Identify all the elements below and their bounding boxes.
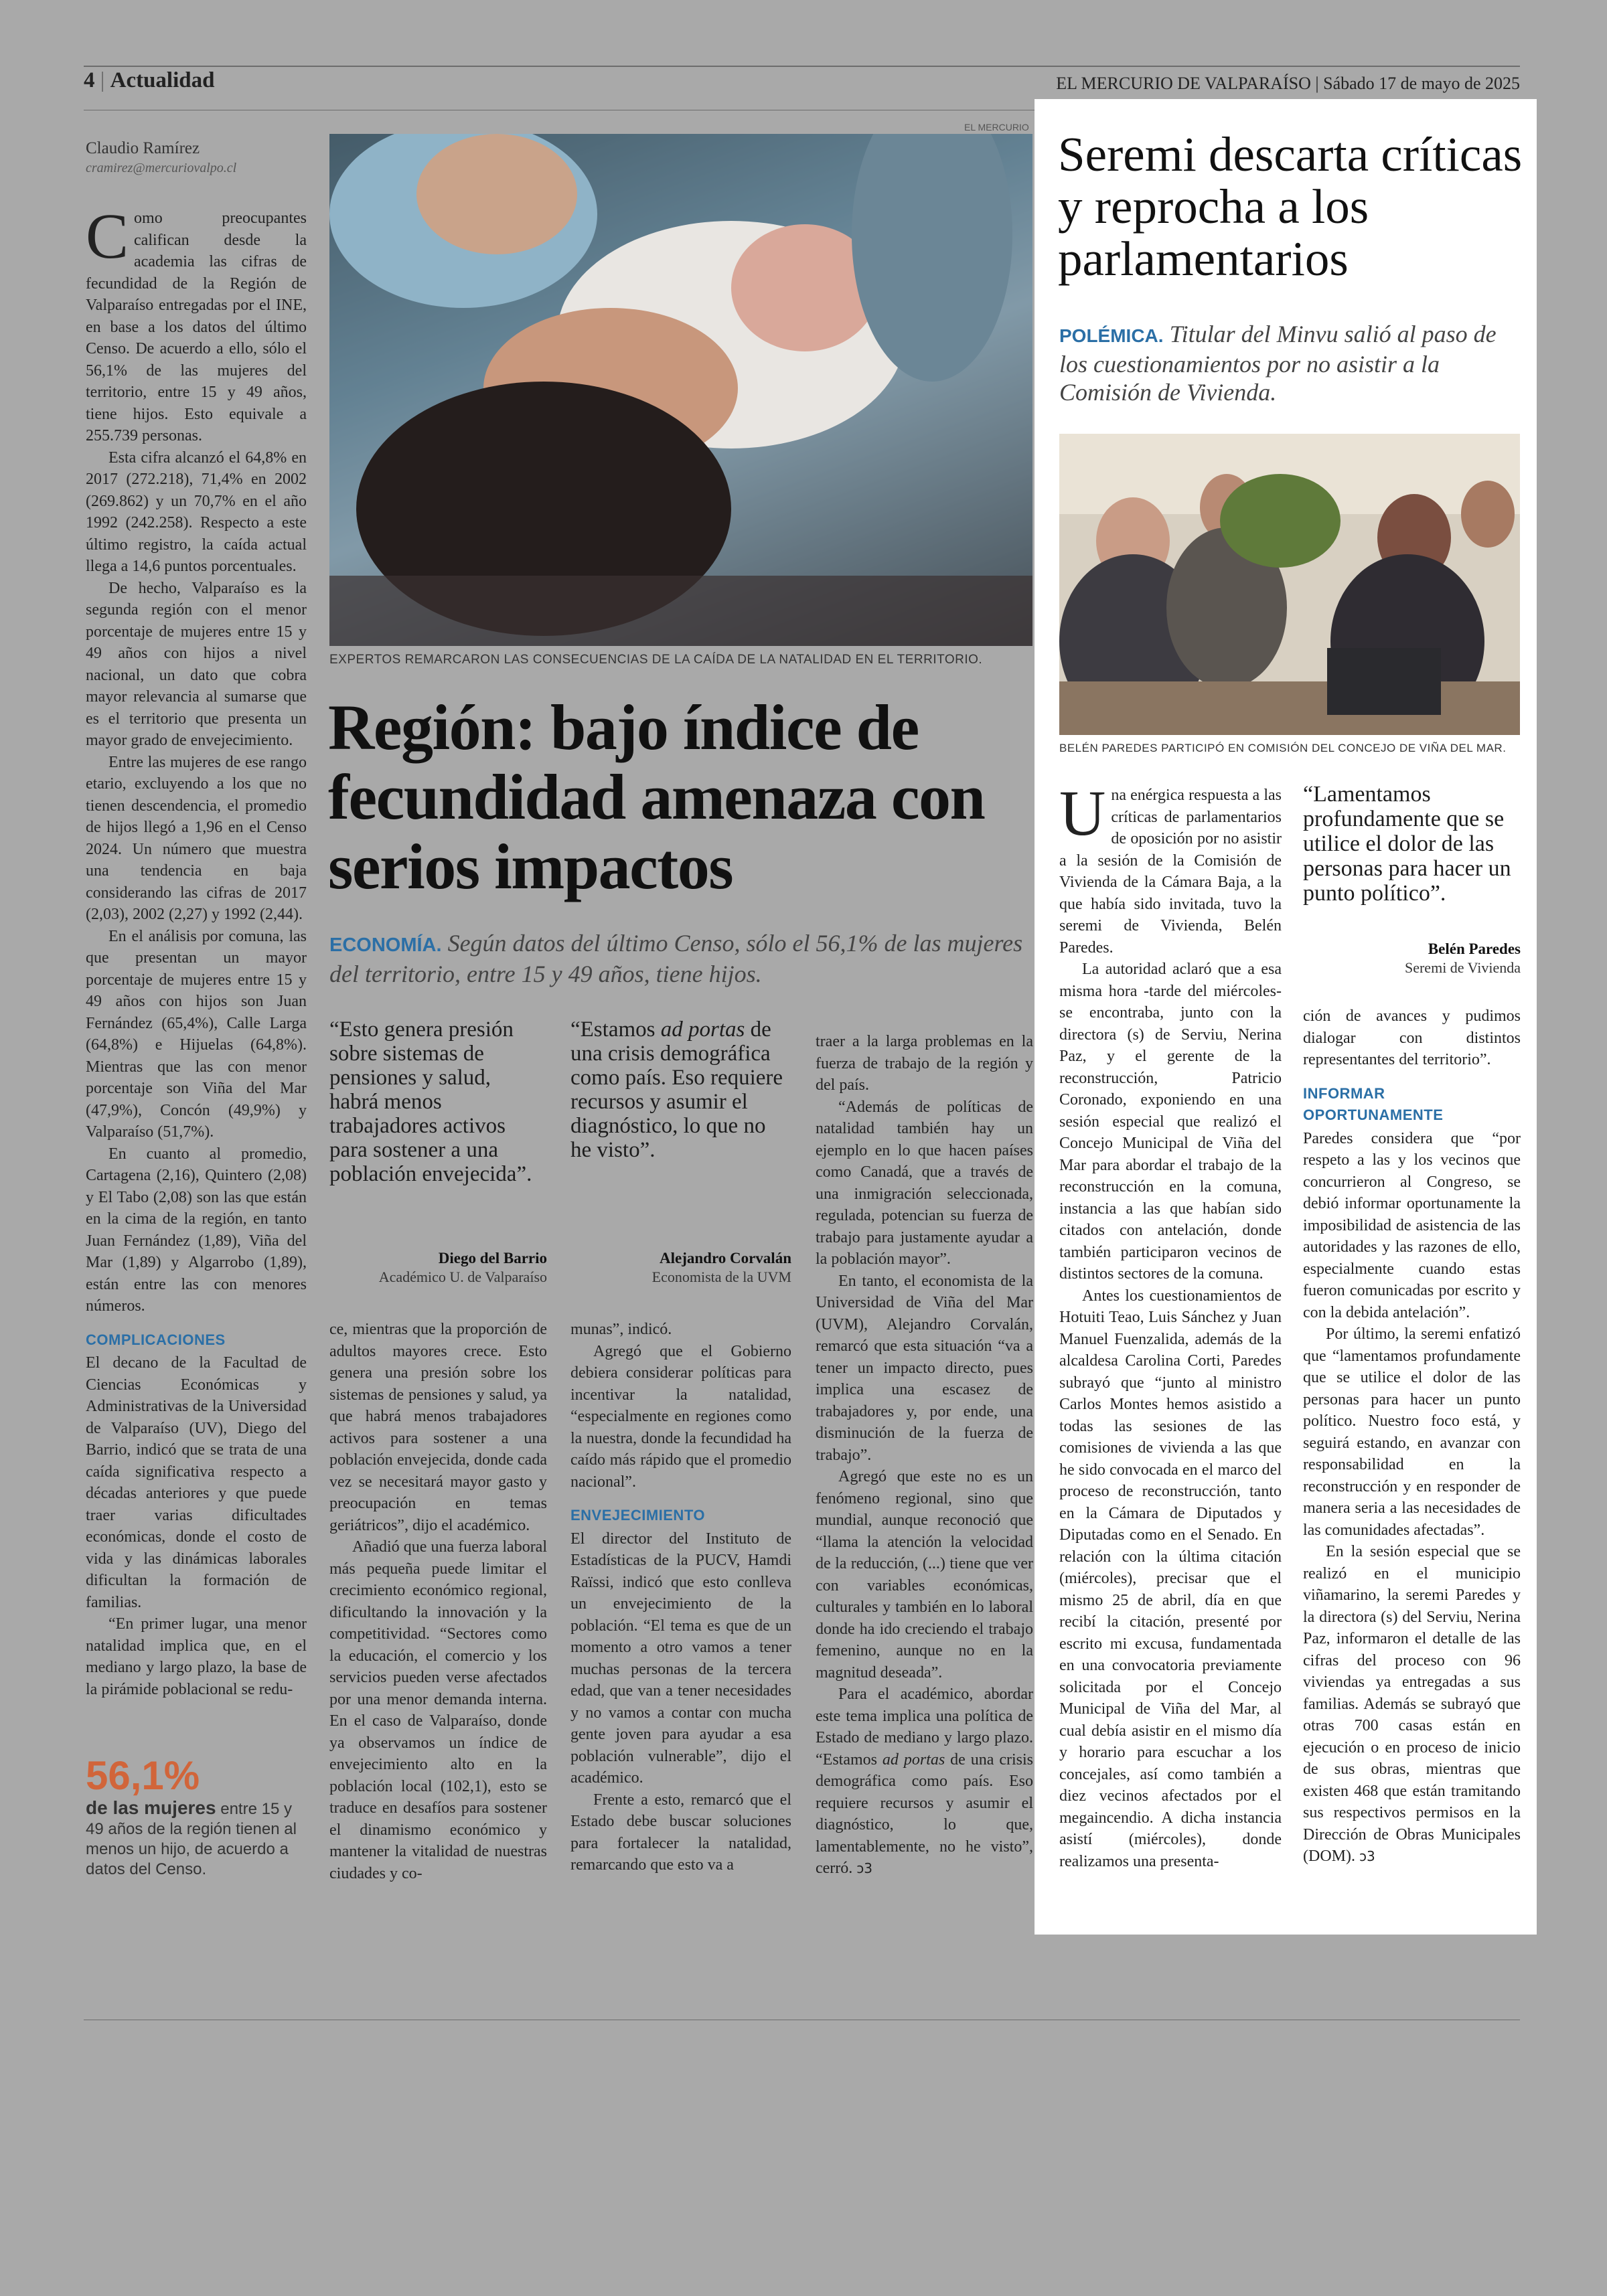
side-photo (1059, 434, 1520, 735)
subhead-complicaciones: COMPLICACIONES (86, 1331, 226, 1348)
main-col4-p3: En tanto, el economista de la Universidad de Viña del Mar (UVM), Alejandro Corvalán, remarcó que esta situación “va a tener un impacto directo, pues implica una escasez de trabajadores y, por ende, una disminución de la fuerza de trabajo”. (816, 1272, 1033, 1464)
side-col2-p3: Por último, la seremi enfatizó que “lamentamos profundamente que se utilice el dolor de las personas para hacer un punto político. Nuestro foco está, y seguirá estando, en avanzar con responsabilidad en la reconstrucción y en responder de manera seria a las necesidades de las comunidades afectadas”. (1303, 1325, 1521, 1539)
stat-label-rest: entre 15 y 49 años de la región tienen al menos un hijo, de acuerdo a datos del Censo. (86, 1800, 297, 1878)
side-kicker: POLÉMICA. (1059, 325, 1164, 346)
issue-date: Sábado 17 de mayo de 2025 (1323, 74, 1520, 93)
main-column-4 (816, 1031, 1033, 1880)
main-col2-p2: Añadió que una fuerza laboral más pequeña puede limitar el crecimiento económico regional, dificultando la innovación y la competitividad. “Sectores como la educación, el comercio y los servicios pueden verse afectados por una menor demanda interna. En el caso de Valparaíso, donde ya observamos un índice de envejecimiento alto en la población local (102,1), esto se traduce en desafíos para sostener el dinamismo económico y mantener la vitalidad de nuestras ciudades y co- (329, 1538, 547, 1882)
quote1-name: Diego del Barrio (438, 1250, 547, 1266)
quote1-role: Académico U. de Valparaíso (378, 1268, 547, 1285)
quote3-role: Seremi de Vivienda (1404, 959, 1521, 976)
main-photo-caption: EXPERTOS REMARCARON LAS CONSECUENCIAS DE LA CAÍDA DE LA NATALIDAD EN EL TERRITORIO. (329, 653, 983, 667)
quote2-role: Economista de la UVM (652, 1268, 791, 1285)
side-photo-caption: BELÉN PAREDES PARTICIPÓ EN COMISIÓN DEL CONCEJO DE VIÑA DEL MAR. (1059, 742, 1507, 754)
quote-paredes: “Lamentamos profundamente que se utilice el dolor de las personas para hacer un punto político”. (1303, 782, 1511, 906)
side-column-2 (1303, 1005, 1521, 1868)
side-dropcap: U (1059, 777, 1106, 849)
stat-label (86, 1798, 307, 1880)
stat-box (86, 1754, 307, 1880)
commission-scene-illustration (1059, 434, 1520, 735)
side-col2-p4: En la sesión especial que se realizó en el municipio viñamarino, la seremi Paredes y la directora (s) del Serviu, Nerina Paz, informaron el detalle de las cifras del proceso con 96 viviendas ya entregadas a sus familias. Además se subrayó que otras 700 casas están en ejecución o en proceso de inicio de sus obras, mientras que existen 468 que están tramitando sus respectivos permisos en la Dirección de Obras Municipales (DOM). ↄ3 (1303, 1543, 1521, 1865)
quote-del-barrio-source (329, 1249, 547, 1287)
quote-corvalan-source (570, 1249, 791, 1287)
side-headline: Seremi descarta críticas y reprocha a los parlamentarios (1058, 127, 1523, 286)
main-col1-p2: Esta cifra alcanzó el 64,8% en 2017 (272.218), 71,4% en 2002 (269.862) y un 70,7% en el año 1992 (242.258). Respecto a este último registro, la caída actual llega a 14,6 puntos porcentuales. (86, 448, 307, 575)
side-deck-text: Titular del Minvu salió al paso de los cuestionamientos por no asistir a la Comisión de Vivienda. (1059, 321, 1497, 406)
main-column-3 (570, 1319, 791, 1876)
main-dropcap: C (86, 200, 129, 272)
end-mark-main: ↄ3 (856, 1860, 873, 1876)
main-col4-p5: Para el académico, abordar este tema implica una política de Estado de mediano y largo plazo. “Estamos ad portas de una crisis demográfica como país. Eso requiere recursos y asumir el diagnóstico, lo que, lamentablemente, no he visto”, cerró. ↄ3 (816, 1686, 1033, 1877)
end-mark-side: ↄ3 (1359, 1848, 1375, 1864)
page-header-left: 4 | Actualidad (84, 68, 215, 92)
quote3-name: Belén Paredes (1428, 940, 1521, 957)
main-col1-p4: Entre las mujeres de ese rango etario, excluyendo a los que no tienen descendencia, el promedio de hijos llegó a 1,96 en el Censo 2024. Un número que muestra una tendencia en baja considerando las cifras de 2017 (2,03), 2002 (2,27) y 1992 (2,44). (86, 753, 307, 923)
main-col4-p1: traer a la larga problemas en la fuerza de trabajo de la región y del país. (816, 1033, 1033, 1094)
main-photo (329, 134, 1032, 646)
author-email: cramirez@mercuriovalpo.cl (86, 161, 237, 175)
page-header-right: EL MERCURIO DE VALPARAÍSO | Sábado 17 de mayo de 2025 (1056, 74, 1520, 93)
page-number: 4 (84, 68, 95, 92)
side-column-1 (1059, 777, 1282, 1872)
stat-number: 56,1% (86, 1753, 200, 1798)
subhead-informar-oportunamente: INFORMAR OPORTUNAMENTE (1303, 1084, 1444, 1123)
newspaper-name: EL MERCURIO DE VALPARAÍSO (1056, 74, 1311, 93)
main-col1-p3: De hecho, Valparaíso es la segunda región con el menor porcentaje de mujeres entre 15 y 49 años con hijos a nivel nacional, un dato que cobra mayor relevancia al sumarse que es el territorio que presenta un mayor grado de envejecimiento. (86, 579, 307, 749)
quote2-name: Alejandro Corvalán (660, 1250, 791, 1266)
main-col3-p1: munas”, indicó. (570, 1321, 672, 1338)
main-col2-p1: ce, mientras que la proporción de adultos mayores crece. Esto genera una presión sobre los sistemas de pensiones y salud, ya que habrá menos trabajadores activos para sostener a una población envejecida, donde cada vez se necesitará mayor gasto y preocupación en temas geriátricos”, dijo el académico. (329, 1321, 547, 1534)
main-col1-p7: El decano de la Facultad de Ciencias Económicas y Administrativas de la Universidad de Valparaíso (UV), Diego del Barrio, indicó que se trata de una caída significativa respecto a décadas anteriores y que puede traer varias dificultades económicas, donde el costo de vida y las dinámicas laborales dificultan la formación de familias. (86, 1354, 307, 1611)
quote-corvalan: “Estamos ad portas de una crisis demográfica como país. Eso requiere recursos y asumir el diagnóstico, lo que no he visto”. (570, 1017, 783, 1162)
section-name: Actualidad (110, 68, 215, 92)
side-col2-p1: ción de avances y pudimos dialogar con distintos representantes del territorio”. (1303, 1007, 1521, 1068)
quote-paredes-source (1303, 940, 1521, 977)
side-deck (1059, 320, 1521, 406)
main-col1-p5: En el análisis por comuna, las que presentan un mayor porcentaje de mujeres entre 15 y 49 años con hijos son Juan Fernández (65,4%), Calle Larga (64,8%) e Hijuelas (64,8%). Mientras que las con menor porcentaje son Viña del Mar (47,9%), Concón (49,9%) y Valparaíso (51,7%). (86, 927, 307, 1141)
main-col1-p6: En cuanto al promedio, Cartagena (2,16), Quintero (2,08) y El Tabo (2,08) son las que están en la cima de la región, en tanto Juan Fernández (1,89), Viña del Mar (1,89) y Algarrobo (1,89), están entre las con menores números. (86, 1145, 307, 1315)
subhead-envejecimiento: ENVEJECIMIENTO (570, 1507, 705, 1524)
main-col1-p1: omo preocupantes califican desde la academia las cifras de fecundidad de la Región de Valparaíso entregadas por el INE, en base a los datos del último Censo. De acuerdo a ello, sólo el 56,1% de las mujeres del territorio, entre 15 y 49 años, tiene hijos. Esto equivale a 255.739 personas. (86, 210, 307, 444)
stat-label-bold: de las mujeres (86, 1797, 216, 1818)
main-kicker: ECONOMÍA. (329, 934, 442, 956)
main-col3-p2: Agregó que el Gobierno debiera considerar políticas para incentivar la natalidad, “especialmente en regiones como la nuestra, donde la fecundidad ha caído más rápido que el promedio nacional”. (570, 1342, 791, 1491)
main-col4-p2: “Además de políticas de natalidad también hay un ejemplo en lo que hacen países como Canadá, que a través de una inmigración seleccionada, regulada, potencian su fuerza de trabajo para justamente ayudar a la población mayor”. (816, 1098, 1033, 1268)
main-column-2 (329, 1319, 547, 1884)
main-deck (329, 929, 1032, 989)
quote-del-barrio: “Esto genera presión sobre sistemas de pensiones y salud, habrá menos trabajadores activos para sostener a una población envejecida”. (329, 1017, 532, 1186)
main-deck-text: Según datos del último Censo, sólo el 56,1% de las mujeres del territorio, entre 15 y 49 años, tiene hijos. (329, 930, 1023, 987)
side-col2-p2: Paredes considera que “por respeto a las y los vecinos que concurrieron al Congreso, se debió informar oportunamente la imposibilidad de asistencia de las autoridades y las razones de ello, especialmente cuando estas fueron comunicadas por escrito y con la debida antelación”. (1303, 1129, 1521, 1321)
main-column-1 (86, 200, 307, 1700)
main-headline: Región: bajo índice de fecundidad amenaza con serios impactos (328, 691, 985, 902)
side-col1-p1: na enérgica respuesta a las críticas de parlamentarios de oposición por no asistir a la sesión de la Comisión de Vivienda de la Cámara Baja, a la que había sido invitada, tuvo la seremi de Vivienda, Belén Paredes. (1059, 787, 1282, 957)
main-col3-p4: Frente a esto, remarcó que el Estado debe buscar soluciones para fortalecer la natalidad, remarcando que esto va a (570, 1791, 791, 1874)
main-col1-p8: “En primer lugar, una menor natalidad implica que, en el mediano y largo plazo, la base de la pirámide poblacional se redu- (86, 1615, 307, 1698)
birth-scene-illustration (329, 134, 1032, 646)
side-col1-p2: La autoridad aclaró que a esa misma hora -tarde del miércoles- se encontraba, junto con la directora (s) de Serviu, Nerina Paz, y el gerente de la reconstrucción, Patricio Coronado, exponiendo en una sesión especial que realizó el Concejo Municipal de Viña del Mar para abordar el trabajo de la reconstrucción en la comuna, instancia a las que habían sido citados con antelación, donde también participaron vecinos de distintos sectores de la comuna. (1059, 961, 1282, 1283)
author-name: Claudio Ramírez (86, 139, 200, 157)
photo-credit: EL MERCURIO (964, 122, 1029, 133)
side-col1-p3: Antes los cuestionamientos de Hotuiti Teao, Luis Sánchez y Juan Manuel Fuenzalida, además de la alcaldesa Carolina Corti, Paredes subrayó que “junto al ministro Carlos Montes hemos asistido a todas las sesiones de las comisiones de vivienda a las que he sido convocada en el marco del proceso de reconstrucción, tanto en la Cámara de Diputados y Diputadas como en el Senado. En relación con la última citación (miércoles), precisar que el mismo 25 de abril, día en que recibí la citación, presenté por escrito mi excusa, fundamentada en una convocatoria previamente solicitada por el Concejo Municipal de Viña del Mar, al cual debía asistir en el mismo día y horario para escuchar a los concejales, así como también a diez vecinos afectados por el megaincendio. A dicha instancia asistí (miércoles), donde realizamos una presenta- (1059, 1287, 1282, 1870)
main-col4-p4: Agregó que este no es un fenómeno regional, sino que mundial, aunque reconoció que “llama la atención la velocidad de la reducción, (...) tiene que ver con variables económicas, culturales y también en lo laboral donde ha ido creciendo el trabajo femenino, aunque no en la magnitud deseada”. (816, 1468, 1033, 1682)
main-col3-p3: El director del Instituto de Estadísticas de la PUCV, Hamdi Raïssi, indicó que esto conlleva un envejecimiento de la población. “El tema es que de un momento a otro vamos a tener muchas personas de la tercera edad, que van a tener necesidades y no vamos a contar con mucha gente joven para ayudar a esa población vulnerable”, dijo el académico. (570, 1530, 791, 1787)
